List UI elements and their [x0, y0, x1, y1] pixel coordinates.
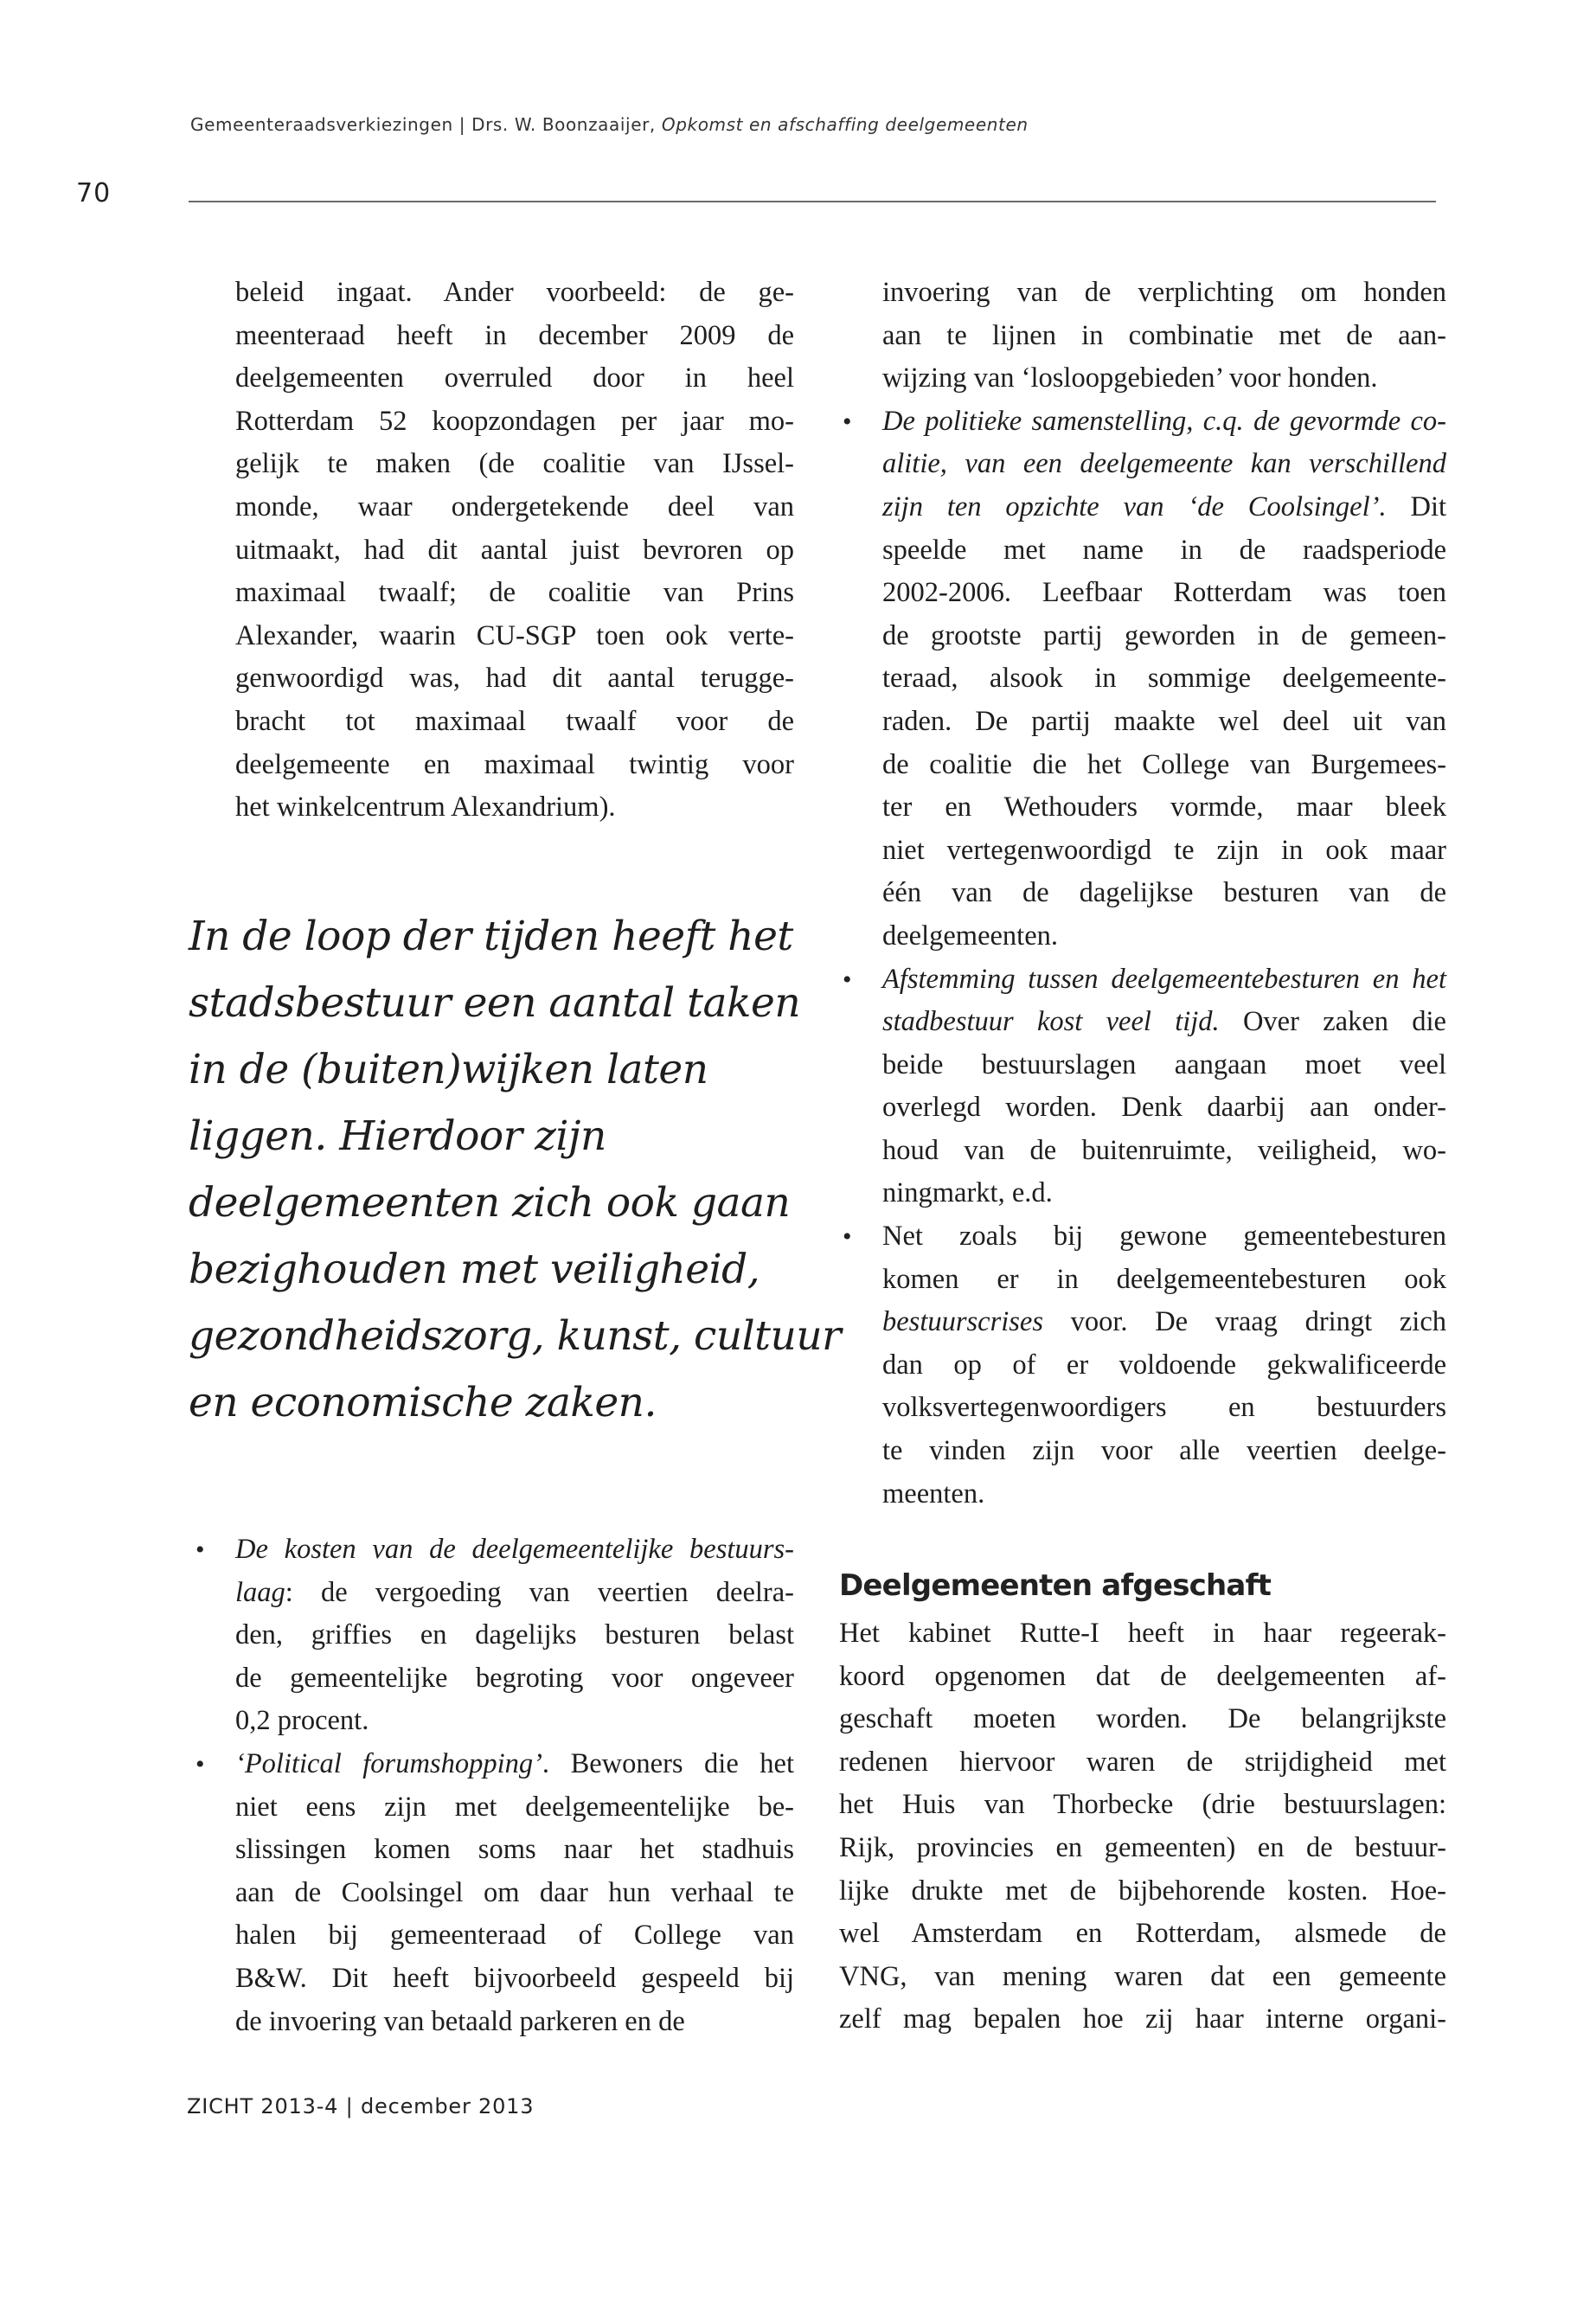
plain-text: Net zoals bij gewone gemeentebesturen	[882, 1221, 1446, 1253]
text-line	[235, 1572, 794, 1615]
text-line	[882, 1044, 1446, 1087]
text-line	[235, 2001, 794, 2044]
pull-quote-line: gezondheidszorg, kunst, cultuur	[189, 1312, 842, 1360]
text-line: wijzing van ‘losloopgebieden’ voor honden.	[882, 362, 1378, 394]
text-line: koord opgenomen dat de deelgemeenten af-	[839, 1660, 1446, 1692]
text-line	[235, 1958, 794, 2001]
plain-text: de gemeentelijke begroting voor ongeveer	[235, 1662, 794, 1694]
running-head	[190, 114, 1029, 135]
text-line	[882, 744, 1446, 787]
text-line	[882, 529, 1446, 573]
plain-text: B&W. Dit heeft bijvoorbeeld gespeeld bij	[235, 1962, 794, 1994]
text-line: gelijk te maken (de coalitie van IJssel-	[235, 448, 794, 480]
pull-quote-line: In de loop der tijden heeft het	[189, 913, 793, 960]
text-line	[882, 572, 1446, 615]
plain-text: ter en Wethouders vormde, maar bleek	[882, 792, 1446, 824]
pull-quote-line: deelgemeenten zich ook gaan	[189, 1179, 791, 1227]
text-line: invoering van de verplichting om honden	[882, 277, 1446, 308]
plain-text: voor. De vraag dringt zich	[1042, 1306, 1446, 1338]
left-column-paragraph	[235, 272, 794, 830]
text-line: maximaal twaalf; de coalitie van Prins	[235, 577, 794, 609]
running-head-separator: |	[458, 114, 466, 135]
text-line: Rijk, provincies en gemeenten) en de bestuur-	[839, 1831, 1446, 1863]
pull-quote-line: liggen. Hierdoor zijn	[189, 1112, 606, 1160]
text-line	[882, 1473, 1446, 1516]
emphasis-text: De politieke samenstelling, c.q. de gevormde co-	[882, 405, 1446, 437]
plain-text: raden. De partij maakte wel deel uit van	[882, 705, 1446, 737]
text-line	[235, 1614, 794, 1657]
text-line	[882, 1172, 1446, 1215]
plain-text: den, griffies en dagelijks besturen belast	[235, 1619, 794, 1651]
plain-text: Dit	[1386, 490, 1447, 522]
plain-text: de invoering van betaald parkeren en de	[235, 2005, 685, 2037]
plain-text: 2002-2006. Leefbaar Rotterdam was toen	[882, 577, 1446, 609]
plain-text: dan op of er voldoende gekwalificeerde	[882, 1349, 1446, 1381]
emphasis-text: stadbestuur kost veel tijd.	[882, 1006, 1220, 1038]
footer-separator: |	[345, 2094, 354, 2118]
page-number: 70	[76, 178, 112, 208]
list-item	[843, 401, 1447, 958]
text-line	[235, 1786, 794, 1830]
text-line	[882, 1215, 1446, 1259]
section-heading: Deelgemeenten afgeschaft	[839, 1568, 1272, 1603]
bullet-icon: •	[843, 1222, 852, 1252]
running-head-section: Gemeenteraadsverkiezingen	[190, 114, 453, 135]
plain-text: speelde met name in de raadsperiode	[882, 534, 1446, 566]
text-line: bracht tot maximaal twaalf voor de	[235, 705, 794, 737]
plain-text: komen er in deelgemeentebesturen ook	[882, 1263, 1446, 1295]
continued-list-item	[882, 272, 1446, 401]
text-line	[882, 1130, 1446, 1173]
plain-text: overlegd worden. Denk daarbij aan onder-	[882, 1092, 1446, 1124]
emphasis-text: De kosten van de deelgemeentelijke bestuurs-	[235, 1534, 794, 1565]
running-head-author: Drs. W. Boonzaaijer,	[471, 114, 656, 135]
text-line: genwoordigd was, had dit aantal terugge-	[235, 663, 794, 695]
text-line: wel Amsterdam en Rotterdam, alsmede de	[839, 1918, 1446, 1950]
text-line: zelf mag bepalen hoe zij haar interne organi-	[839, 2003, 1446, 2035]
bullet-icon: •	[195, 1749, 205, 1779]
text-line	[235, 1872, 794, 1915]
text-line: deelgemeente en maximaal twintig voor	[235, 748, 794, 780]
text-line: geschaft moeten worden. De belangrijkste	[839, 1703, 1446, 1735]
text-line	[882, 1430, 1446, 1473]
list-item	[843, 958, 1446, 1216]
plain-text: . Bewoners die het	[542, 1747, 794, 1779]
text-line	[882, 915, 1446, 958]
text-line	[235, 1700, 794, 1743]
text-line	[235, 1657, 794, 1701]
text-line: Alexander, waarin CU-SGP toen ook verte-	[235, 619, 794, 651]
text-line	[882, 443, 1446, 486]
text-line	[882, 486, 1446, 529]
emphasis-text: Afstemming tussen deelgemeentebesturen en het	[882, 963, 1446, 995]
text-line: monde, waar ondergetekende deel van	[235, 490, 794, 522]
bullet-icon: •	[843, 407, 852, 436]
plain-text: ningmarkt, e.d.	[882, 1177, 1053, 1209]
text-line	[882, 958, 1446, 1002]
text-line: VNG, van mening waren dat een gemeente	[839, 1960, 1446, 1992]
text-line: uitmaakt, had dit aantal juist bevroren op	[235, 534, 794, 566]
text-line: redenen hiervoor waren de strijdigheid met	[839, 1746, 1446, 1778]
plain-text: houd van de buitenruimte, veiligheid, wo-	[882, 1134, 1446, 1166]
plain-text: : de vergoeding van veertien deelra-	[285, 1576, 794, 1608]
text-line: het winkelcentrum Alexandrium).	[235, 792, 616, 824]
plain-text: te vinden zijn voor alle veertien deelge-	[882, 1435, 1446, 1467]
footer-journal: ZICHT 2013-4	[187, 2094, 339, 2118]
plain-text: aan de Coolsingel om daar hun verhaal te	[235, 1876, 794, 1908]
text-line	[882, 1387, 1446, 1430]
text-line	[882, 1259, 1446, 1302]
text-line: aan te lijnen in combinatie met de aan-	[882, 319, 1446, 351]
right-column-bullet-list	[843, 272, 1447, 1516]
plain-text: niet vertegenwoordigd te zijn in ook maar	[882, 834, 1446, 866]
text-line	[882, 830, 1446, 873]
text-line	[235, 1529, 794, 1572]
text-line	[882, 615, 1446, 658]
text-line	[882, 401, 1446, 444]
plain-text: niet eens zijn met deelgemeentelijke be-	[235, 1791, 794, 1823]
plain-text: slissingen komen soms naar het stadhuis	[235, 1834, 794, 1866]
pull-quote-line: in de (buiten)wijken laten	[189, 1046, 708, 1093]
list-item	[843, 1215, 1446, 1516]
section-paragraph	[839, 1612, 1446, 2041]
plain-text: Over zaken die	[1219, 1006, 1446, 1038]
plain-text: beide bestuurslagen aangaan moet veel	[882, 1048, 1446, 1080]
pull-quote	[189, 903, 842, 1436]
emphasis-text: bestuurscrises	[882, 1306, 1043, 1338]
text-line: Het kabinet Rutte-I heeft in haar regeerak-	[839, 1618, 1446, 1649]
emphasis-text: zijn ten opzichte van ‘de Coolsingel’.	[882, 490, 1387, 522]
text-line	[235, 1914, 794, 1958]
text-line: meenteraad heeft in december 2009 de	[235, 319, 794, 351]
text-line: het Huis van Thorbecke (drie bestuurslagen:	[839, 1789, 1446, 1821]
footer-issue-date: december 2013	[361, 2094, 535, 2118]
plain-text: volksvertegenwoordigers en bestuurders	[882, 1392, 1446, 1424]
header-rule	[189, 201, 1436, 202]
text-line	[235, 1829, 794, 1872]
text-line: deelgemeenten overruled door in heel	[235, 362, 794, 394]
bullet-icon: •	[195, 1535, 205, 1564]
plain-text: meenten.	[882, 1477, 985, 1509]
plain-text: teraad, alsook in sommige deelgemeente-	[882, 663, 1446, 695]
list-item	[195, 1529, 794, 1743]
text-line: Rotterdam 52 koopzondagen per jaar mo-	[235, 405, 794, 437]
text-line	[882, 657, 1446, 701]
pull-quote-line: bezighouden met veiligheid,	[189, 1246, 760, 1293]
plain-text: de grootste partij geworden in de gemeen-	[882, 619, 1446, 651]
plain-text: halen bij gemeenteraad of College van	[235, 1920, 794, 1952]
text-line	[882, 701, 1446, 744]
plain-text: de coalitie die het College van Burgemees-	[882, 748, 1446, 780]
text-line	[882, 1344, 1446, 1388]
text-line	[882, 872, 1446, 915]
list-item	[195, 1743, 794, 2043]
text-line	[882, 1086, 1446, 1130]
text-line	[235, 1743, 794, 1786]
text-line	[882, 786, 1446, 830]
plain-text: één van de dagelijkse besturen van de	[882, 877, 1446, 909]
emphasis-text: laag	[235, 1576, 285, 1608]
text-line: lijke drukte met de bijbehorende kosten. Hoe-	[839, 1875, 1446, 1907]
pull-quote-line: stadsbestuur een aantal taken	[189, 979, 801, 1027]
text-line	[882, 1301, 1446, 1344]
plain-text: deelgemeenten.	[882, 920, 1059, 952]
text-line: beleid ingaat. Ander voorbeeld: de ge-	[235, 277, 794, 308]
plain-text: 0,2 procent.	[235, 1705, 369, 1737]
emphasis-text: ‘Political forumshopping’	[235, 1747, 542, 1779]
emphasis-text: alitie, van een deelgemeente kan verschillend	[882, 448, 1446, 480]
running-head-article-title: Opkomst en afschaffing deelgemeenten	[661, 114, 1029, 135]
text-line	[882, 1001, 1446, 1044]
pull-quote-line: en economische zaken.	[189, 1379, 657, 1426]
footer	[187, 2094, 534, 2118]
left-column-bullet-list	[195, 1529, 794, 2043]
bullet-icon: •	[843, 965, 852, 994]
